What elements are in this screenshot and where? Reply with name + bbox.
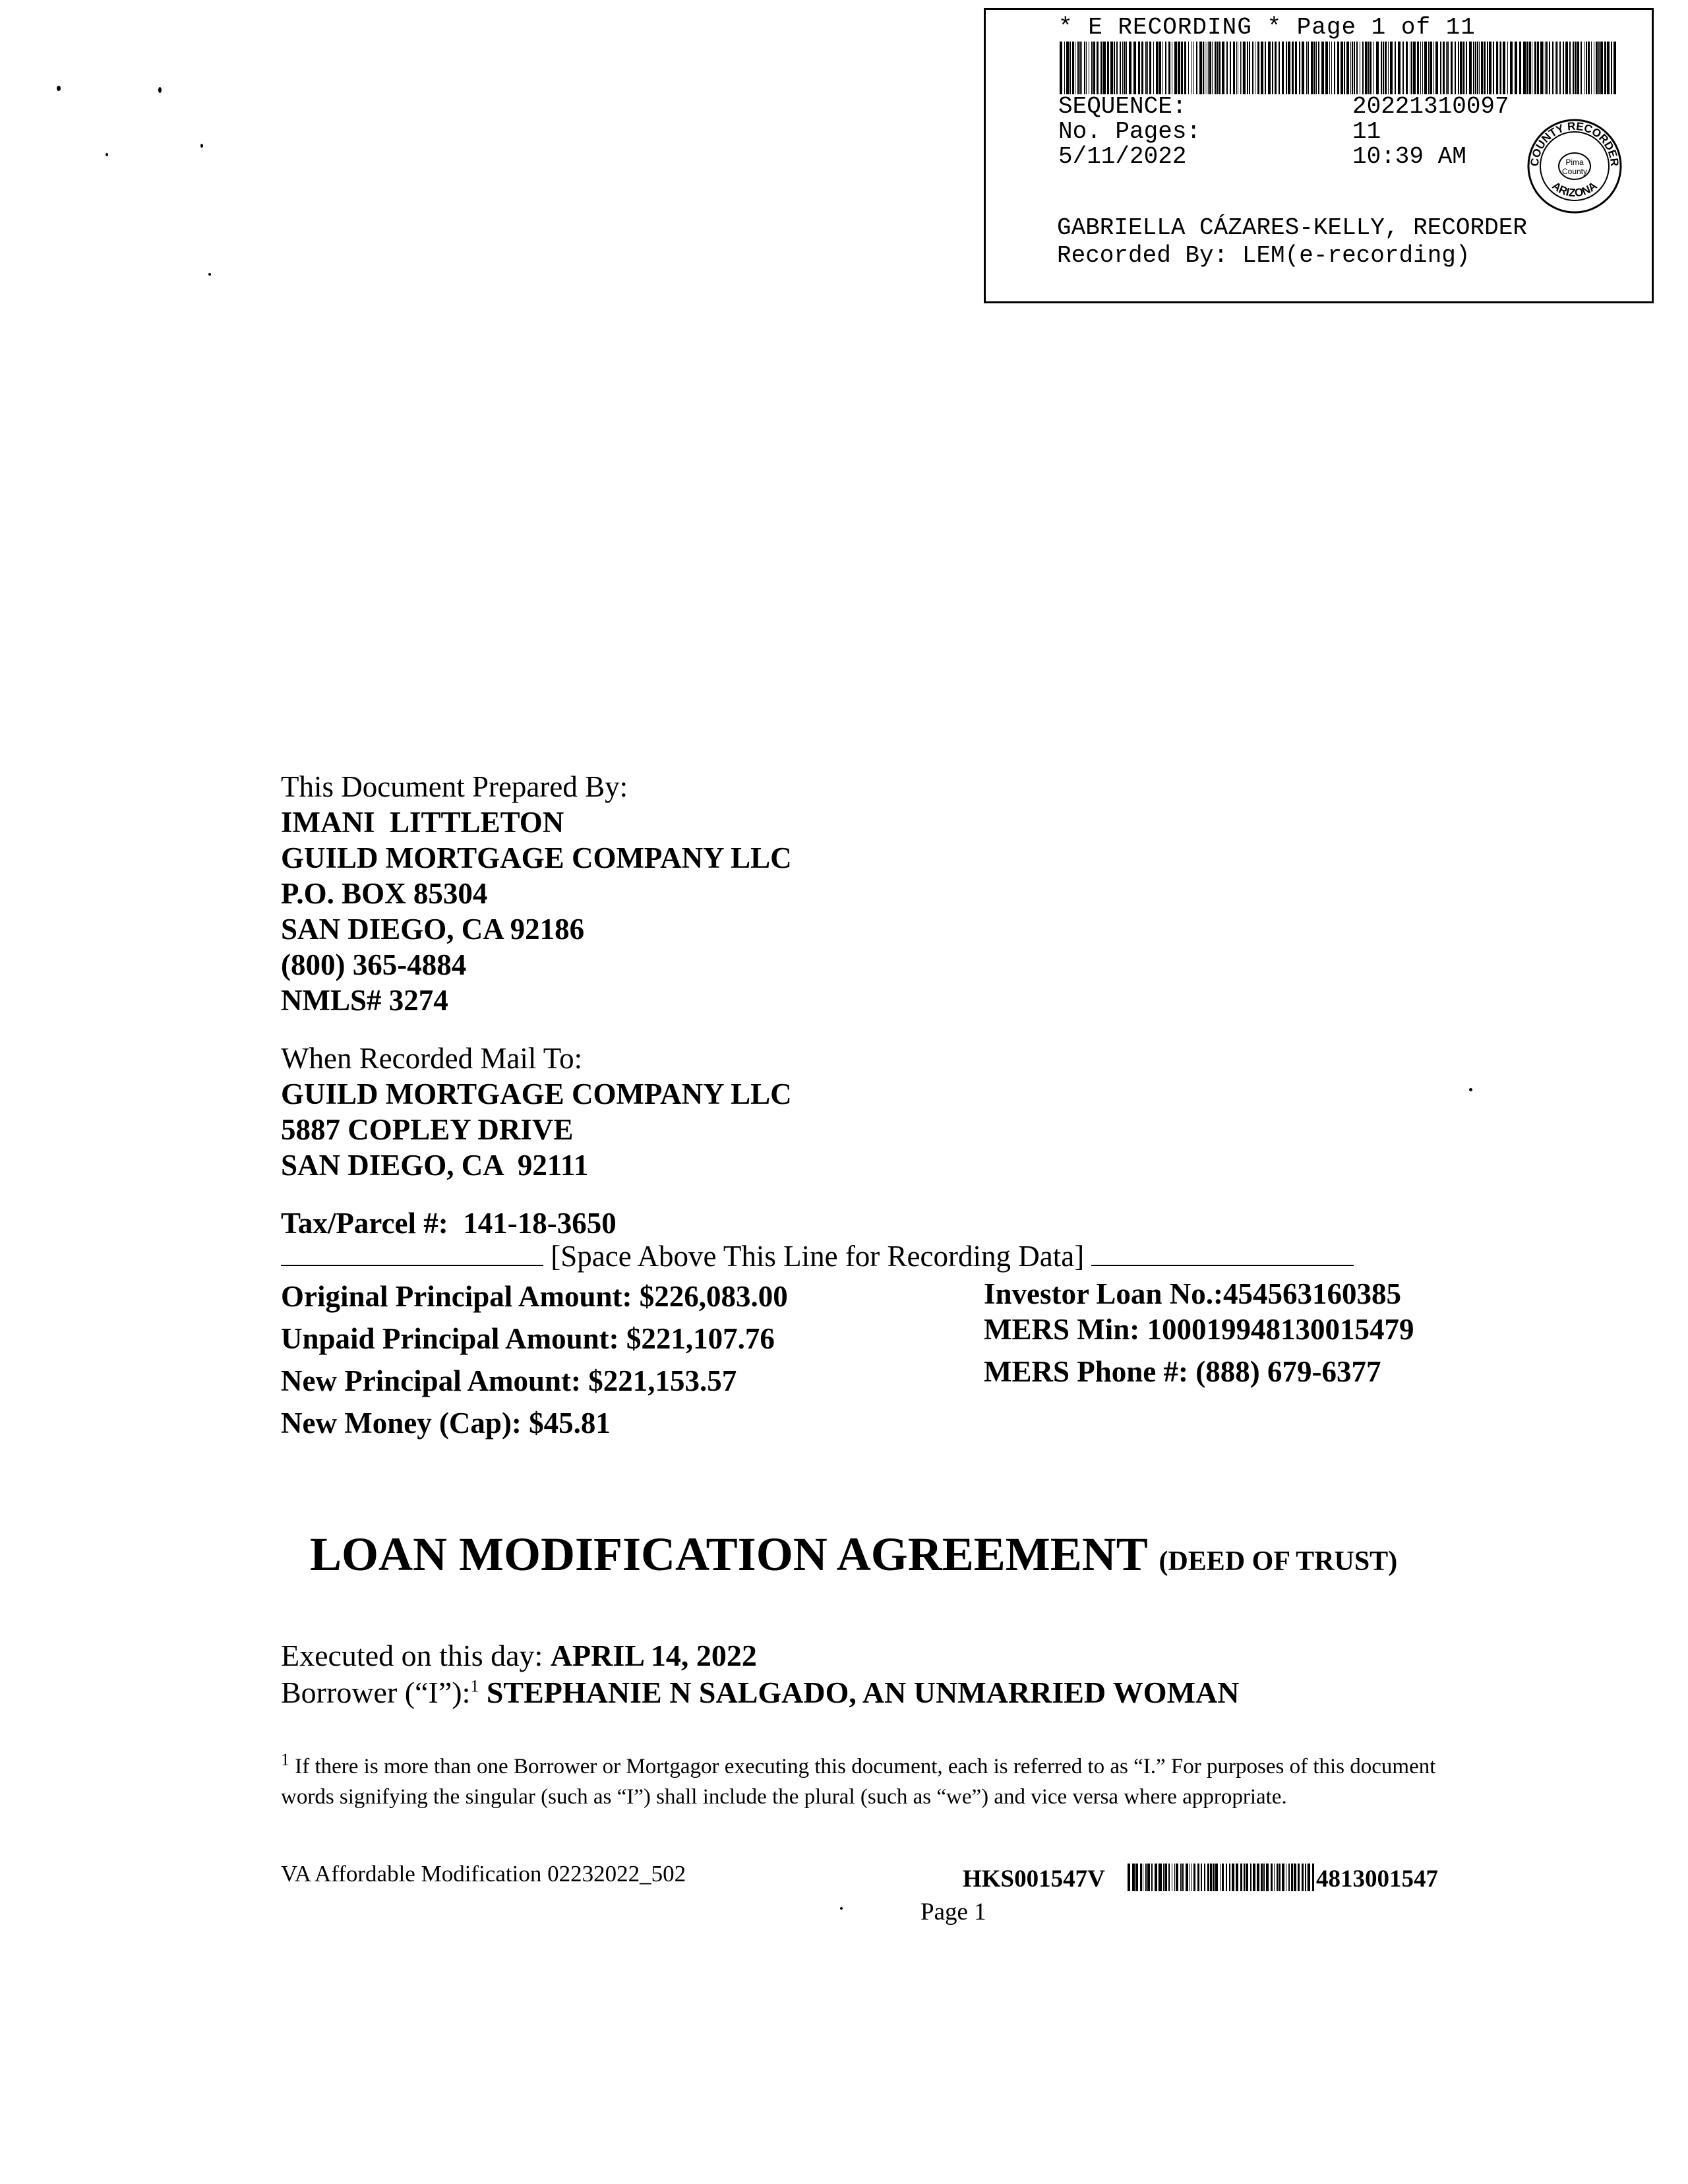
barcode-bar	[1473, 42, 1474, 94]
scan-speck	[106, 153, 108, 156]
document-subtitle: (DEED OF TRUST)	[1159, 1546, 1398, 1577]
new-principal-amount: New Principal Amount: $221,153.57	[281, 1364, 737, 1397]
barcode-bar	[1479, 42, 1480, 94]
preparer-address-1: P.O. BOX 85304	[281, 877, 488, 910]
barcode-bar	[1487, 42, 1488, 94]
barcode-bar	[1308, 42, 1309, 94]
barcode-bar	[1613, 42, 1616, 94]
barcode-bar	[1318, 42, 1319, 94]
barcode-bar	[1266, 1864, 1269, 1891]
barcode-bar	[1145, 1864, 1147, 1891]
barcode-bar	[1337, 42, 1339, 94]
barcode-bar	[1188, 42, 1189, 94]
barcode-bar	[1469, 42, 1472, 94]
barcode-bar	[1159, 1864, 1162, 1891]
barcode-bar	[1302, 42, 1304, 94]
barcode-bar	[1569, 42, 1571, 94]
barcode-bar	[1186, 1864, 1188, 1891]
barcode-bar	[1168, 1864, 1170, 1891]
scan-speck	[200, 144, 203, 148]
barcode-bar	[1253, 1864, 1255, 1891]
county-recorder-seal	[1525, 117, 1624, 216]
barcode-bar	[1149, 42, 1151, 94]
barcode-bar	[1607, 42, 1610, 94]
scan-speck	[57, 86, 61, 91]
barcode-bar	[1132, 1864, 1135, 1891]
footnote-text: If there is more than one Borrower or Mortgagor executing this document, each is referred to as “I.” For purposes of this document words signifying the singular (such as “I”) shall include the plural (such as “we”) and vice versa where appropriate.	[281, 1755, 1436, 1809]
barcode-bar	[1138, 42, 1140, 94]
barcode-bar	[1424, 42, 1427, 94]
barcode-bar	[1295, 42, 1297, 94]
barcode-bar	[1151, 1864, 1153, 1891]
barcode-bar	[1381, 42, 1382, 94]
barcode-bar	[1373, 42, 1374, 94]
barcode-bar	[1481, 42, 1483, 94]
barcode-bar	[1209, 42, 1211, 94]
barcode-bar	[1447, 42, 1449, 94]
barcode-bar	[1103, 42, 1106, 94]
barcode-bar	[1341, 42, 1343, 94]
investor-loan-number: Investor Loan No.:454563160385	[984, 1277, 1401, 1310]
barcode-bar	[1162, 42, 1163, 94]
barcode-bar	[1174, 42, 1177, 94]
barcode-bar	[1263, 1864, 1265, 1891]
barcode-bar	[1184, 42, 1186, 94]
barcode-bar	[1411, 42, 1412, 94]
barcode-bar	[1093, 42, 1095, 94]
mail-to-label: When Recorded Mail To:	[281, 1042, 583, 1075]
borrower-line	[281, 1675, 1239, 1710]
barcode-bar	[1288, 42, 1290, 94]
tax-parcel-number: Tax/Parcel #: 141-18-3650	[281, 1207, 617, 1240]
barcode-bar	[1101, 42, 1102, 94]
barcode-bar	[1226, 1864, 1227, 1891]
barcode-bar	[1249, 42, 1250, 94]
barcode-bar	[1272, 42, 1273, 94]
barcode-bar	[1079, 42, 1081, 94]
mail-to-company: GUILD MORTGAGE COMPANY LLC	[281, 1077, 792, 1110]
barcode-bar	[1557, 42, 1558, 94]
barcode-bar	[1383, 42, 1384, 94]
hks-code: HKS001547V	[963, 1866, 1105, 1893]
barcode-bar	[1120, 42, 1121, 94]
barcode-bar	[1107, 42, 1109, 94]
recording-space-line	[281, 1238, 1354, 1273]
barcode-bar	[1451, 42, 1453, 94]
mail-to-address-2: SAN DIEGO, CA 92111	[281, 1149, 589, 1182]
executed-date: APRIL 14, 2022	[550, 1639, 757, 1672]
barcode-bar	[1274, 1864, 1275, 1891]
seal-text-center-1: Pima	[1565, 158, 1584, 167]
recording-rule-right	[1091, 1238, 1354, 1266]
unpaid-principal-amount: Unpaid Principal Amount: $221,107.76	[281, 1322, 775, 1355]
barcode-bar	[1181, 42, 1183, 94]
recording-stamp	[984, 8, 1654, 303]
barcode-bar	[1286, 42, 1287, 94]
barcode-bar	[1201, 1864, 1202, 1891]
barcode-bar	[1230, 42, 1231, 94]
barcode-bar	[1292, 42, 1294, 94]
preparer-address-2: SAN DIEGO, CA 92186	[281, 913, 585, 946]
barcode-bar	[1385, 42, 1387, 94]
barcode-bar	[1208, 42, 1209, 94]
barcode-bar	[1312, 1864, 1314, 1891]
barcode-bar	[1313, 42, 1315, 94]
barcode-bar	[1155, 1864, 1157, 1891]
barcode-bar	[1204, 1864, 1205, 1891]
barcode-bar	[1135, 1864, 1138, 1891]
barcode-bar	[1406, 42, 1408, 94]
barcode-bar	[1215, 42, 1217, 94]
barcode-bar	[1503, 42, 1505, 94]
barcode-bar	[1240, 42, 1241, 94]
preparer-name: IMANI LITTLETON	[281, 806, 564, 839]
barcode-bar	[1236, 1864, 1238, 1891]
barcode-bar	[1158, 1864, 1159, 1891]
recording-line-text: [Space Above This Line for Recording Data]	[543, 1240, 1092, 1273]
barcode-bar	[1435, 42, 1438, 94]
barcode-bar	[1545, 42, 1546, 94]
barcode-bar	[1147, 42, 1148, 94]
document-title	[310, 1527, 1397, 1582]
pages-label: No. Pages:	[1058, 118, 1201, 145]
barcode-bar	[1122, 42, 1123, 94]
barcode-bar	[1365, 42, 1368, 94]
borrower-label: Borrower (“I”):	[281, 1676, 471, 1709]
barcode-bar	[1563, 42, 1564, 94]
barcode-bar	[1141, 42, 1143, 94]
barcode-bar	[1084, 42, 1085, 94]
barcode-bar	[1475, 42, 1476, 94]
document-title-text: LOAN MODIFICATION AGREEMENT	[310, 1528, 1147, 1581]
pages-value: 11	[1352, 118, 1381, 145]
scan-speck	[158, 87, 162, 93]
barcode-bar	[1203, 42, 1204, 94]
barcode-bar	[1110, 42, 1113, 94]
barcode-bar	[1128, 1864, 1130, 1891]
barcode-bar	[1180, 1864, 1182, 1891]
barcode-bar	[1573, 42, 1574, 94]
barcode-bar	[1165, 42, 1166, 94]
sequence-value: 20221310097	[1352, 93, 1509, 120]
barcode-bar	[1207, 1864, 1209, 1891]
barcode-bar	[1325, 42, 1328, 94]
barcode-bar	[1217, 42, 1219, 94]
barcode-bar	[1182, 1864, 1184, 1891]
barcode-bar	[1299, 42, 1300, 94]
barcode-bar	[1240, 1864, 1242, 1891]
barcode-bar	[1199, 42, 1202, 94]
barcode-bar	[1306, 42, 1307, 94]
seal-text-center-2: County	[1561, 167, 1588, 176]
barcode-bar	[1282, 42, 1284, 94]
barcode-bar	[1390, 42, 1393, 94]
recorded-by: Recorded By: LEM(e-recording)	[1057, 242, 1470, 269]
barcode-bar	[1368, 42, 1370, 94]
barcode-bar	[1598, 42, 1600, 94]
barcode-bar	[1247, 42, 1248, 94]
barcode-bar	[1222, 1864, 1224, 1891]
barcode-bar	[1060, 42, 1062, 94]
barcode-bar	[1168, 42, 1170, 94]
barcode-bar	[1455, 42, 1456, 94]
barcode-bar	[1565, 42, 1568, 94]
barcode-bar	[1552, 42, 1553, 94]
barcode-bar	[1196, 42, 1197, 94]
form-name: VA Affordable Modification 02232022_502	[281, 1861, 686, 1887]
barcode-bar	[1219, 42, 1221, 94]
preparer-phone: (800) 365-4884	[281, 948, 467, 981]
barcode-bar	[1298, 1864, 1300, 1891]
barcode-bar	[1261, 42, 1263, 94]
barcode-bar	[1291, 1864, 1293, 1891]
barcode-bar	[1279, 42, 1280, 94]
barcode-bar	[1305, 1864, 1306, 1891]
barcode-bar	[1210, 1864, 1212, 1891]
barcode-bar	[1334, 42, 1335, 94]
barcode-bar	[1271, 1864, 1273, 1891]
barcode-bar	[1500, 42, 1501, 94]
barcode-bar	[1331, 42, 1332, 94]
barcode-bar	[1178, 42, 1180, 94]
barcode-bar	[1124, 42, 1126, 94]
barcode-bar	[1413, 42, 1416, 94]
barcode-bar	[1420, 42, 1421, 94]
preparer-nmls: NMLS# 3274	[281, 984, 448, 1017]
barcode-bar	[1191, 1864, 1192, 1891]
original-principal-amount: Original Principal Amount: $226,083.00	[281, 1280, 788, 1313]
barcode-bar	[1586, 42, 1587, 94]
barcode-bar	[1153, 42, 1154, 94]
footnote-mark: 1	[281, 1750, 289, 1769]
barcode-bar	[1477, 42, 1478, 94]
loan-barcode	[1128, 1864, 1315, 1891]
barcode-bar	[1257, 1864, 1259, 1891]
barcode-bar	[1252, 42, 1253, 94]
barcode-bar	[1243, 42, 1246, 94]
barcode-bar	[1066, 42, 1069, 94]
barcode-bar	[1596, 42, 1598, 94]
barcode-bar	[1193, 42, 1194, 94]
barcode-bar	[1072, 42, 1074, 94]
prepared-by-label: This Document Prepared By:	[281, 770, 628, 803]
barcode-bar	[1226, 42, 1228, 94]
barcode-bar	[1553, 42, 1554, 94]
barcode-bar	[1352, 42, 1353, 94]
barcode-bar	[1229, 1864, 1230, 1891]
seal-text-top: COUNTY RECORDER	[1528, 119, 1621, 167]
barcode-bar	[1484, 42, 1486, 94]
mers-phone: MERS Phone #: (888) 679-6377	[984, 1355, 1381, 1388]
barcode-bar	[1193, 1864, 1195, 1891]
barcode-bar	[1534, 42, 1536, 94]
barcode-bar	[1159, 42, 1161, 94]
barcode-bar	[1362, 42, 1364, 94]
barcode-bar	[1163, 1864, 1164, 1891]
barcode-bar	[1417, 42, 1419, 94]
barcode-bar	[1302, 1864, 1304, 1891]
barcode-bar	[1346, 42, 1349, 94]
barcode-bar	[1611, 42, 1612, 94]
barcode-bar	[1604, 42, 1606, 94]
barcode-bar	[1275, 42, 1277, 94]
barcode-bar	[1398, 42, 1401, 94]
barcode-bar	[1316, 42, 1317, 94]
barcode-bar	[1395, 42, 1396, 94]
loan-number: 4813001547	[1316, 1866, 1438, 1893]
barcode-bar	[1129, 42, 1131, 94]
barcode-bar	[1321, 42, 1324, 94]
barcode-bar	[1549, 42, 1550, 94]
barcode-bar	[1277, 1864, 1279, 1891]
barcode-bar	[1443, 42, 1445, 94]
barcode-bar	[1268, 42, 1271, 94]
barcode-bar	[1133, 42, 1136, 94]
barcode-bar	[1236, 42, 1237, 94]
barcode-bar	[1388, 42, 1389, 94]
stamp-barcode	[1060, 42, 1617, 94]
borrower-footnote-mark: 1	[470, 1676, 479, 1696]
record-time: 10:39 AM	[1352, 143, 1466, 170]
mers-min: MERS Min: 100019948130015479	[984, 1313, 1414, 1346]
barcode-bar	[1116, 42, 1118, 94]
scan-speck	[208, 273, 211, 276]
barcode-bar	[1600, 42, 1603, 94]
barcode-bar	[1428, 42, 1430, 94]
page-number: Page 1	[920, 1898, 986, 1926]
barcode-bar	[1526, 42, 1528, 94]
barcode-bar	[1460, 42, 1462, 94]
barcode-bar	[1464, 42, 1465, 94]
barcode-bar	[1496, 42, 1498, 94]
barcode-bar	[1064, 42, 1065, 94]
barcode-bar	[1156, 42, 1159, 94]
barcode-bar	[1537, 42, 1539, 94]
barcode-bar	[1440, 42, 1441, 94]
barcode-bar	[1519, 42, 1521, 94]
scan-speck	[1469, 1088, 1472, 1091]
barcode-bar	[1446, 42, 1447, 94]
barcode-bar	[1546, 42, 1548, 94]
recorder-name: GABRIELLA CÁZARES-KELLY, RECORDER	[1057, 214, 1527, 241]
barcode-bar	[1493, 42, 1494, 94]
barcode-bar	[1577, 42, 1579, 94]
stamp-header: * E RECORDING * Page 1 of 11	[1058, 14, 1476, 41]
barcode-bar	[1307, 1864, 1308, 1891]
barcode-bar	[1308, 1864, 1310, 1891]
barcode-bar	[1261, 1864, 1263, 1891]
barcode-bar	[1288, 1864, 1290, 1891]
record-date: 5/11/2022	[1058, 143, 1187, 170]
footnote	[281, 1751, 1441, 1812]
borrower-name: STEPHANIE N SALGADO, AN UNMARRIED WOMAN	[479, 1676, 1240, 1709]
barcode-bar	[1250, 1864, 1251, 1891]
barcode-bar	[1220, 1864, 1221, 1891]
sequence-label: SEQUENCE:	[1058, 93, 1187, 120]
barcode-bar	[1164, 1864, 1167, 1891]
barcode-bar	[1430, 42, 1432, 94]
barcode-bar	[1588, 42, 1590, 94]
barcode-bar	[1086, 42, 1087, 94]
barcode-bar	[1463, 42, 1464, 94]
executed-line	[281, 1638, 757, 1673]
barcode-bar	[1540, 42, 1543, 94]
recording-rule-left	[281, 1238, 543, 1266]
barcode-bar	[1515, 42, 1517, 94]
barcode-bar	[1422, 42, 1423, 94]
barcode-bar	[1140, 1864, 1142, 1891]
barcode-bar	[1233, 42, 1235, 94]
barcode-bar	[1232, 1864, 1234, 1891]
barcode-bar	[1246, 1864, 1248, 1891]
scan-speck	[840, 1907, 843, 1910]
barcode-bar	[1466, 42, 1467, 94]
barcode-bar	[1591, 42, 1592, 94]
barcode-bar	[1523, 42, 1526, 94]
barcode-bar	[1329, 42, 1330, 94]
barcode-bar	[1279, 1864, 1281, 1891]
barcode-bar	[1350, 42, 1351, 94]
barcode-bar	[1147, 1864, 1150, 1891]
barcode-bar	[1114, 42, 1115, 94]
barcode-bar	[1344, 42, 1345, 94]
barcode-bar	[1257, 42, 1259, 94]
barcode-bar	[1145, 42, 1147, 94]
barcode-bar	[1126, 42, 1127, 94]
barcode-bar	[1354, 42, 1355, 94]
barcode-bar	[1077, 42, 1079, 94]
barcode-bar	[1376, 42, 1379, 94]
barcode-bar	[1282, 1864, 1284, 1891]
barcode-bar	[1081, 42, 1082, 94]
barcode-bar	[1265, 42, 1266, 94]
barcode-bar	[1197, 1864, 1199, 1891]
barcode-bar	[1294, 1864, 1296, 1891]
barcode-bar	[1097, 42, 1099, 94]
barcode-bar	[1370, 42, 1372, 94]
barcode-bar	[1212, 42, 1213, 94]
barcode-bar	[1403, 42, 1404, 94]
barcode-bar	[1575, 42, 1577, 94]
new-money-cap: New Money (Cap): $45.81	[281, 1407, 611, 1440]
barcode-bar	[1458, 42, 1459, 94]
barcode-bar	[1176, 1864, 1178, 1891]
executed-label: Executed on this day:	[281, 1639, 551, 1672]
barcode-bar	[1529, 42, 1531, 94]
mail-to-address-1: 5887 COPLEY DRIVE	[281, 1113, 574, 1146]
barcode-bar	[1559, 42, 1561, 94]
barcode-bar	[1356, 42, 1358, 94]
barcode-bar	[1581, 42, 1582, 94]
preparer-company: GUILD MORTGAGE COMPANY LLC	[281, 841, 792, 874]
barcode-bar	[1215, 1864, 1218, 1891]
barcode-bar	[1244, 1864, 1245, 1891]
barcode-bar	[1311, 42, 1313, 94]
barcode-bar	[1070, 42, 1071, 94]
barcode-bar	[1489, 42, 1492, 94]
seal-text-bottom: ARIZONA	[1550, 179, 1600, 200]
barcode-bar	[1507, 42, 1508, 94]
barcode-bar	[1510, 42, 1513, 94]
barcode-bar	[1556, 42, 1557, 94]
barcode-bar	[1174, 1864, 1175, 1891]
barcode-bar	[1213, 1864, 1215, 1891]
barcode-bar	[1433, 42, 1434, 94]
barcode-bar	[1091, 42, 1093, 94]
barcode-bar	[1222, 42, 1224, 94]
